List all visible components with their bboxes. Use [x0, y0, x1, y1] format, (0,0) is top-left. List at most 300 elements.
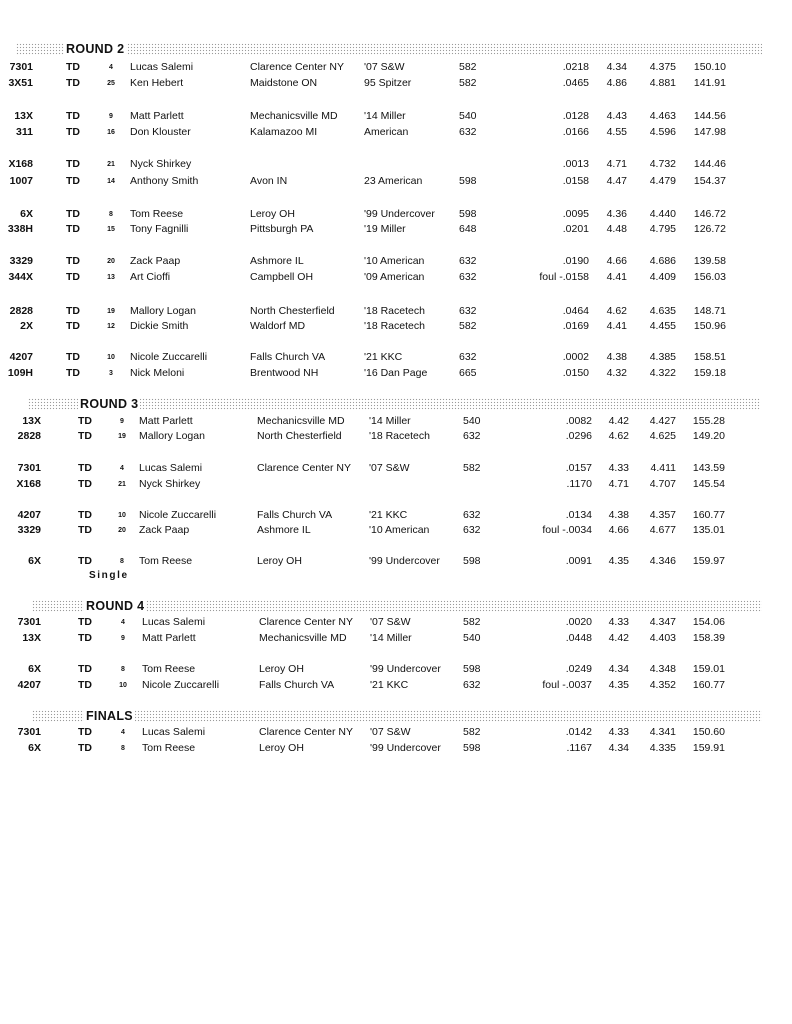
round-title: ROUND 4	[86, 599, 145, 613]
engine-cubic-inches: 598	[463, 555, 481, 567]
dial-in: 4.346	[649, 555, 676, 567]
dial-in: 4.440	[649, 208, 676, 220]
vehicle: '10 American	[369, 524, 430, 536]
reaction-time: .0169	[562, 320, 589, 332]
elapsed-time: 4.35	[608, 679, 629, 691]
engine-cubic-inches: 540	[463, 632, 481, 644]
class-label: TD	[66, 223, 80, 235]
speed-mph: 159.01	[692, 663, 725, 675]
dial-in: 4.732	[649, 158, 676, 170]
speed-mph: 159.97	[692, 555, 725, 567]
vehicle: '07 S&W	[370, 726, 411, 738]
result-row	[0, 366, 792, 380]
vehicle: '10 American	[364, 255, 425, 267]
dial-in: 4.427	[649, 415, 676, 427]
car-number: 2X	[20, 320, 33, 332]
class-label: TD	[66, 271, 80, 283]
hometown: North Chesterfield	[257, 430, 342, 442]
class-label: TD	[78, 742, 92, 754]
hometown: Leroy OH	[257, 555, 302, 567]
driver-name: Mallory Logan	[130, 305, 196, 317]
hometown: Ashmore IL	[257, 524, 311, 536]
result-row	[0, 319, 792, 333]
reaction-time: .0142	[565, 726, 592, 738]
speed-mph: 158.39	[692, 632, 725, 644]
reaction-time: .0158	[562, 175, 589, 187]
engine-cubic-inches: 582	[459, 320, 477, 332]
speed-mph: 150.60	[692, 726, 725, 738]
round-header	[32, 600, 762, 612]
engine-cubic-inches: 598	[463, 663, 481, 675]
vehicle: '07 S&W	[364, 61, 405, 73]
result-row	[0, 662, 792, 676]
car-number: 3329	[9, 255, 33, 267]
hometown: Clarence Center NY	[259, 726, 353, 738]
hometown: Ashmore IL	[250, 255, 304, 267]
driver-name: Tony Fagnilli	[130, 223, 189, 235]
reaction-time: foul -.0034	[542, 524, 592, 536]
reaction-time: .0128	[562, 110, 589, 122]
hometown: Clarence Center NY	[250, 61, 344, 73]
result-row	[0, 477, 792, 491]
vehicle: '14 Miller	[370, 632, 412, 644]
lane-number: 12	[107, 323, 115, 330]
engine-cubic-inches: 632	[459, 126, 477, 138]
reaction-time: .1167	[566, 742, 592, 754]
vehicle: '21 KKC	[369, 509, 408, 521]
driver-name: Tom Reese	[130, 208, 184, 220]
engine-cubic-inches: 648	[459, 223, 477, 235]
vehicle: '99 Undercover	[364, 208, 435, 220]
class-label: TD	[78, 632, 92, 644]
car-number: 3X51	[8, 77, 33, 89]
result-row	[0, 304, 792, 318]
elapsed-time: 4.62	[606, 305, 627, 317]
car-number: 7301	[17, 616, 41, 628]
engine-cubic-inches: 598	[459, 208, 477, 220]
class-label: TD	[78, 663, 92, 675]
car-number: 6X	[28, 742, 41, 754]
hometown: Campbell OH	[250, 271, 314, 283]
reaction-time: .0150	[562, 367, 589, 379]
engine-cubic-inches: 632	[459, 305, 477, 317]
lane-number: 21	[118, 481, 126, 488]
lane-number: 15	[107, 226, 115, 233]
driver-name: Nyck Shirkey	[139, 478, 201, 490]
hometown: Mechanicsville MD	[257, 415, 345, 427]
class-label: TD	[78, 478, 92, 490]
hometown: Kalamazoo MI	[250, 126, 318, 138]
driver-name: Ken Hebert	[130, 77, 184, 89]
speed-mph: 159.91	[692, 742, 725, 754]
driver-name: Nicole Zuccarelli	[130, 351, 208, 363]
lane-number: 25	[107, 80, 115, 87]
result-row	[0, 125, 792, 139]
class-label: TD	[66, 208, 80, 220]
class-label: TD	[78, 616, 92, 628]
car-number: 13X	[22, 415, 41, 427]
lane-number: 20	[118, 527, 126, 534]
elapsed-time: 4.34	[606, 61, 627, 73]
class-label: TD	[78, 726, 92, 738]
driver-name: Zack Paap	[139, 524, 190, 536]
car-number: 7301	[17, 726, 41, 738]
car-number: 311	[16, 126, 33, 138]
class-label: TD	[66, 305, 80, 317]
driver-name: Matt Parlett	[130, 110, 184, 122]
engine-cubic-inches: 582	[463, 616, 481, 628]
speed-mph: 150.10	[693, 61, 726, 73]
speed-mph: 135.01	[692, 524, 725, 536]
round-header	[28, 398, 760, 410]
reaction-time: .0448	[565, 632, 592, 644]
vehicle: '14 Miller	[369, 415, 411, 427]
class-label: TD	[66, 158, 80, 170]
driver-name: Matt Parlett	[139, 415, 193, 427]
dial-in: 4.409	[649, 271, 676, 283]
result-row	[0, 631, 792, 645]
engine-cubic-inches: 632	[459, 351, 477, 363]
class-label: TD	[66, 351, 80, 363]
hometown: Leroy OH	[259, 742, 304, 754]
car-number: 4207	[17, 509, 41, 521]
car-number: 6X	[28, 555, 41, 567]
vehicle: '21 KKC	[364, 351, 403, 363]
elapsed-time: 4.62	[608, 430, 629, 442]
lane-number: 9	[109, 113, 113, 120]
speed-mph: 149.20	[692, 430, 725, 442]
speed-mph: 141.91	[693, 77, 726, 89]
class-label: TD	[78, 555, 92, 567]
result-row	[0, 741, 792, 755]
result-row	[0, 157, 792, 171]
class-label: TD	[78, 462, 92, 474]
car-number: X168	[16, 478, 41, 490]
dial-in: 4.479	[649, 175, 676, 187]
driver-name: Tom Reese	[142, 742, 196, 754]
reaction-time: foul -.0037	[542, 679, 592, 691]
lane-number: 10	[118, 512, 126, 519]
lane-number: 20	[107, 258, 115, 265]
reaction-time: .0020	[565, 616, 592, 628]
dial-in: 4.455	[649, 320, 676, 332]
car-number: 13X	[22, 632, 41, 644]
vehicle: American	[364, 126, 409, 138]
result-row	[0, 523, 792, 537]
result-row	[0, 554, 792, 568]
elapsed-time: 4.71	[606, 158, 627, 170]
driver-name: Tom Reese	[139, 555, 193, 567]
driver-name: Anthony Smith	[130, 175, 199, 187]
elapsed-time: 4.71	[608, 478, 629, 490]
hometown: North Chesterfield	[250, 305, 335, 317]
elapsed-time: 4.42	[608, 415, 629, 427]
speed-mph: 145.54	[692, 478, 725, 490]
engine-cubic-inches: 540	[459, 110, 477, 122]
lane-number: 19	[118, 433, 126, 440]
driver-name: Tom Reese	[142, 663, 196, 675]
hometown: Mechanicsville MD	[250, 110, 338, 122]
hometown: Pittsburgh PA	[250, 223, 314, 235]
reaction-time: .0465	[562, 77, 589, 89]
engine-cubic-inches: 665	[459, 367, 477, 379]
car-number: 3329	[17, 524, 41, 536]
dial-in: 4.347	[649, 616, 676, 628]
speed-mph: 154.37	[693, 175, 726, 187]
driver-name: Don Klouster	[130, 126, 191, 138]
speed-mph: 144.46	[693, 158, 726, 170]
elapsed-time: 4.66	[608, 524, 629, 536]
dial-in: 4.881	[649, 77, 676, 89]
lane-number: 13	[107, 274, 115, 281]
car-number: 6X	[28, 663, 41, 675]
result-row	[0, 414, 792, 428]
result-row	[0, 615, 792, 629]
result-row	[0, 429, 792, 443]
car-number: 7301	[9, 61, 33, 73]
driver-name: Dickie Smith	[130, 320, 189, 332]
result-row	[0, 76, 792, 90]
vehicle: '99 Undercover	[369, 555, 440, 567]
hometown: Leroy OH	[259, 663, 304, 675]
speed-mph: 158.51	[693, 351, 726, 363]
vehicle: '09 American	[364, 271, 425, 283]
result-row	[0, 678, 792, 692]
dial-in: 4.635	[649, 305, 676, 317]
round-title: FINALS	[86, 709, 133, 723]
car-number: 1007	[9, 175, 33, 187]
reaction-time: .0464	[562, 305, 589, 317]
driver-name: Lucas Salemi	[130, 61, 194, 73]
class-label: TD	[66, 320, 80, 332]
speed-mph: 126.72	[693, 223, 726, 235]
class-label: TD	[78, 430, 92, 442]
dial-in: 4.686	[649, 255, 676, 267]
lane-number: 4	[120, 465, 124, 472]
elapsed-time: 4.34	[608, 663, 629, 675]
engine-cubic-inches: 632	[463, 509, 481, 521]
lane-number: 16	[107, 129, 115, 136]
speed-mph: 159.18	[693, 367, 726, 379]
lane-number: 8	[121, 666, 125, 673]
dial-in: 4.677	[649, 524, 676, 536]
result-row	[0, 725, 792, 739]
class-label: TD	[66, 367, 80, 379]
elapsed-time: 4.35	[608, 555, 629, 567]
reaction-time: .0082	[565, 415, 592, 427]
driver-name: Lucas Salemi	[142, 616, 206, 628]
speed-mph: 147.98	[693, 126, 726, 138]
elapsed-time: 4.47	[606, 175, 627, 187]
engine-cubic-inches: 632	[459, 255, 477, 267]
class-label: TD	[78, 415, 92, 427]
speed-mph: 160.77	[692, 509, 725, 521]
reaction-time: .0190	[562, 255, 589, 267]
engine-cubic-inches: 632	[463, 679, 481, 691]
lane-number: 10	[107, 354, 115, 361]
dial-in: 4.411	[650, 462, 676, 474]
hometown: Leroy OH	[250, 208, 295, 220]
dial-in: 4.352	[649, 679, 676, 691]
result-row	[0, 254, 792, 268]
result-row	[0, 270, 792, 284]
dial-in: 4.707	[649, 478, 676, 490]
vehicle: '19 Miller	[364, 223, 406, 235]
elapsed-time: 4.36	[606, 208, 627, 220]
round-header	[32, 710, 762, 722]
speed-mph: 148.71	[693, 305, 726, 317]
car-number: 4207	[17, 679, 41, 691]
dial-in: 4.341	[649, 726, 676, 738]
driver-name: Nick Meloni	[130, 367, 185, 379]
lane-number: 19	[107, 308, 115, 315]
reaction-time: .0002	[562, 351, 589, 363]
vehicle: 23 American	[364, 175, 423, 187]
elapsed-time: 4.41	[606, 320, 627, 332]
reaction-time: .0134	[565, 509, 592, 521]
reaction-time: .0201	[562, 223, 589, 235]
class-label: TD	[78, 679, 92, 691]
reaction-time: .0095	[562, 208, 589, 220]
driver-name: Matt Parlett	[142, 632, 196, 644]
engine-cubic-inches: 632	[459, 271, 477, 283]
dial-in: 4.357	[649, 509, 676, 521]
elapsed-time: 4.38	[608, 509, 629, 521]
vehicle: '99 Undercover	[370, 742, 441, 754]
elapsed-time: 4.66	[606, 255, 627, 267]
round-title: ROUND 2	[66, 42, 125, 56]
lane-number: 14	[107, 178, 115, 185]
car-number: 2828	[9, 305, 33, 317]
result-row	[0, 109, 792, 123]
elapsed-time: 4.34	[608, 742, 629, 754]
hometown: Avon IN	[250, 175, 288, 187]
hometown: Falls Church VA	[259, 679, 335, 691]
engine-cubic-inches: 582	[463, 726, 481, 738]
lane-number: 8	[121, 745, 125, 752]
dial-in: 4.596	[649, 126, 676, 138]
elapsed-time: 4.41	[606, 271, 627, 283]
hometown: Brentwood NH	[250, 367, 319, 379]
engine-cubic-inches: 540	[463, 415, 481, 427]
result-row	[0, 60, 792, 74]
engine-cubic-inches: 632	[463, 524, 481, 536]
reaction-time: .0218	[562, 61, 589, 73]
single-run-note: Single	[89, 570, 129, 581]
hometown: Falls Church VA	[250, 351, 326, 363]
speed-mph: 143.59	[692, 462, 725, 474]
elapsed-time: 4.42	[608, 632, 629, 644]
elapsed-time: 4.38	[606, 351, 627, 363]
elapsed-time: 4.55	[606, 126, 627, 138]
engine-cubic-inches: 598	[463, 742, 481, 754]
vehicle: '21 KKC	[370, 679, 409, 691]
elapsed-time: 4.33	[608, 726, 629, 738]
lane-number: 21	[107, 161, 115, 168]
dial-in: 4.375	[649, 61, 676, 73]
driver-name: Lucas Salemi	[142, 726, 206, 738]
result-row	[0, 207, 792, 221]
result-row	[0, 350, 792, 364]
reaction-time: .0249	[565, 663, 592, 675]
class-label: TD	[66, 61, 80, 73]
lane-number: 3	[109, 370, 113, 377]
vehicle: 95 Spitzer	[364, 77, 412, 89]
car-number: 109H	[7, 367, 33, 379]
lane-number: 9	[121, 635, 125, 642]
elapsed-time: 4.48	[606, 223, 627, 235]
engine-cubic-inches: 582	[463, 462, 481, 474]
result-row	[0, 508, 792, 522]
car-number: 344X	[8, 271, 33, 283]
vehicle: '18 Racetech	[369, 430, 430, 442]
round-header	[16, 43, 762, 55]
reaction-time: .0013	[562, 158, 589, 170]
speed-mph: 156.03	[693, 271, 726, 283]
reaction-time: .1170	[566, 478, 592, 490]
driver-name: Nicole Zuccarelli	[142, 679, 220, 691]
reaction-time: .0166	[562, 126, 589, 138]
hometown: Clarence Center NY	[257, 462, 351, 474]
lane-number: 9	[120, 418, 124, 425]
car-number: 7301	[17, 462, 41, 474]
speed-mph: 146.72	[693, 208, 726, 220]
engine-cubic-inches: 632	[463, 430, 481, 442]
dial-in: 4.403	[649, 632, 676, 644]
lane-number: 4	[121, 619, 125, 626]
dial-in: 4.463	[649, 110, 676, 122]
hometown: Waldorf MD	[250, 320, 306, 332]
vehicle: '16 Dan Page	[364, 367, 428, 379]
hometown: Falls Church VA	[257, 509, 333, 521]
reaction-time: .0091	[565, 555, 592, 567]
speed-mph: 160.77	[692, 679, 725, 691]
vehicle: '99 Undercover	[370, 663, 441, 675]
lane-number: 4	[109, 64, 113, 71]
hometown: Mechanicsville MD	[259, 632, 347, 644]
speed-mph: 144.56	[693, 110, 726, 122]
elapsed-time: 4.33	[608, 462, 629, 474]
lane-number: 10	[119, 682, 127, 689]
result-row	[0, 222, 792, 236]
lane-number: 4	[121, 729, 125, 736]
dial-in: 4.322	[649, 367, 676, 379]
driver-name: Lucas Salemi	[139, 462, 203, 474]
speed-mph: 154.06	[692, 616, 725, 628]
car-number: 4207	[9, 351, 33, 363]
lane-number: 8	[120, 558, 124, 565]
car-number: 13X	[14, 110, 33, 122]
class-label: TD	[66, 175, 80, 187]
round-title: ROUND 3	[80, 397, 139, 411]
class-label: TD	[78, 509, 92, 521]
driver-name: Nicole Zuccarelli	[139, 509, 217, 521]
elapsed-time: 4.86	[606, 77, 627, 89]
class-label: TD	[66, 110, 80, 122]
speed-mph: 155.28	[692, 415, 725, 427]
result-row	[0, 174, 792, 188]
dial-in: 4.385	[649, 351, 676, 363]
car-number: 2828	[17, 430, 41, 442]
dial-in: 4.348	[649, 663, 676, 675]
car-number: 338H	[7, 223, 33, 235]
lane-number: 8	[109, 211, 113, 218]
driver-name: Art Cioffi	[130, 271, 171, 283]
speed-mph: 150.96	[693, 320, 726, 332]
vehicle: '07 S&W	[369, 462, 410, 474]
dial-in: 4.335	[649, 742, 676, 754]
reaction-time: .0296	[565, 430, 592, 442]
